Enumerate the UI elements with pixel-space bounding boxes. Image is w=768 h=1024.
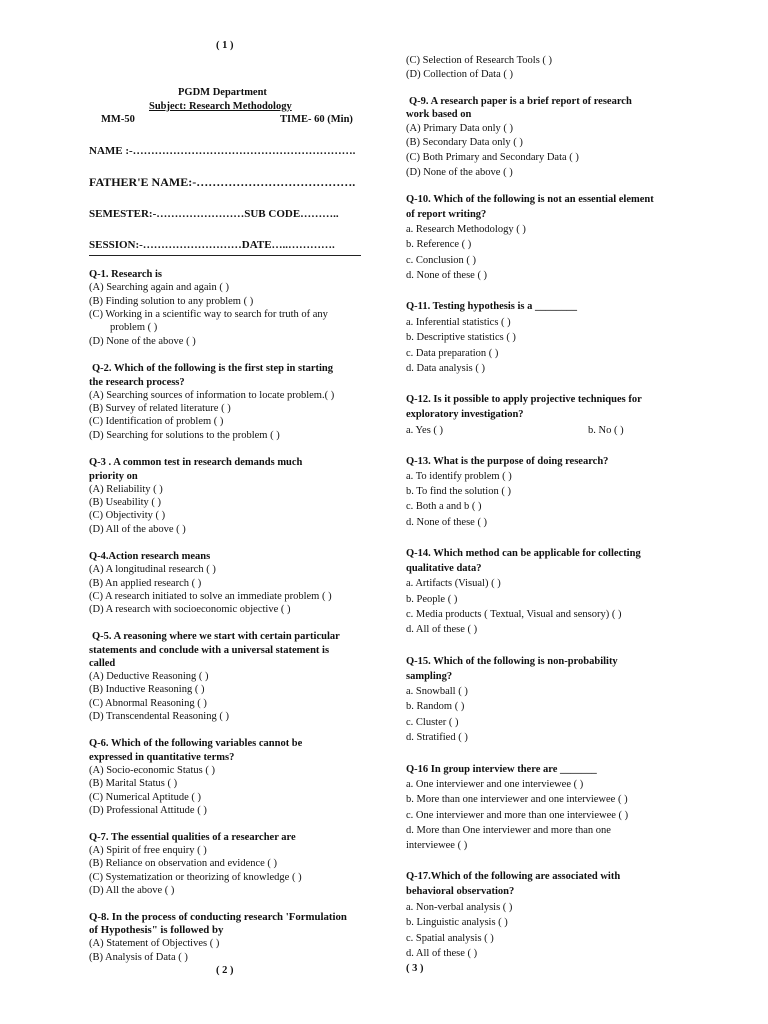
q6-title: expressed in quantitative terms? [89,752,235,763]
q16-option[interactable]: interviewee ( ) [406,840,468,851]
q4-option[interactable]: (D) A research with socioeconomic objective ( ) [89,604,291,615]
q17-title: Q-17.Which of the following are associated with [406,871,621,882]
q11-option[interactable]: b. Descriptive statistics ( ) [406,332,516,343]
q16-title: Q-16 In group interview there are _______ [406,764,597,775]
q10-option[interactable]: c. Conclusion ( ) [406,255,476,266]
q17-option[interactable]: b. Linguistic analysis ( ) [406,917,508,928]
q9-option[interactable]: (A) Primary Data only ( ) [406,123,514,134]
q7-title: Q-7. The essential qualities of a researcher are [89,832,296,843]
q13-option[interactable]: c. Both a and b ( ) [406,501,482,512]
q1-title: Q-1. Research is [89,269,163,280]
q5-title: statements and conclude with a universal statement is [89,645,330,656]
q10-option[interactable]: b. Reference ( ) [406,239,472,250]
q8-option[interactable]: (C) Selection of Research Tools ( ) [406,55,553,66]
q12-title: Q-12. Is it possible to apply projective techniques for [406,394,642,405]
q12-option-yes[interactable]: a. Yes ( ) [406,425,444,436]
q15-option[interactable]: c. Cluster ( ) [406,717,459,728]
q3-option[interactable]: (B) Useability ( ) [89,497,162,508]
q15-title: sampling? [406,671,453,682]
session-date-field[interactable]: SESSION:-………………………DATE…..…………. [89,239,335,251]
page-number-bottom-left: ( 2 ) [216,965,234,976]
q11-option[interactable]: d. Data analysis ( ) [406,363,486,374]
q15-option[interactable]: d. Stratified ( ) [406,732,468,743]
q4-title: Q-4.Action research means [89,551,211,562]
q4-option[interactable]: (A) A longitudinal research ( ) [89,564,216,575]
q13-option[interactable]: a. To identify problem ( ) [406,471,512,482]
q9-title: work based on [406,109,472,120]
q4-option[interactable]: (C) A research initiated to solve an immediate problem ( ) [89,591,332,602]
q9-option[interactable]: (C) Both Primary and Secondary Data ( ) [406,152,579,163]
page-number-bottom-right: ( 3 ) [406,963,424,974]
q3-option[interactable]: (D) All of the above ( ) [89,524,186,535]
q3-option[interactable]: (A) Reliability ( ) [89,484,163,495]
q12-title: exploratory investigation? [406,409,524,420]
q8-option[interactable]: (D) Collection of Data ( ) [406,69,514,80]
q5-title: called [89,658,116,669]
q2-title: the research process? [89,377,185,388]
page-number-top: ( 1 ) [216,40,234,51]
q14-title: Q-14. Which method can be applicable for collecting [406,548,641,559]
q3-title: priority on [89,471,138,482]
q13-option[interactable]: d. None of these ( ) [406,517,488,528]
q3-title: Q-3 . A common test in research demands much [89,457,303,468]
q6-option[interactable]: (A) Socio-economic Status ( ) [89,765,215,776]
q9-option[interactable]: (B) Secondary Data only ( ) [406,137,523,148]
q1-option[interactable]: (C) Working in a scientific way to search for truth of any [89,309,328,320]
q9-title: Q-9. A research paper is a brief report of research [409,96,632,107]
q16-option[interactable]: a. One interviewer and one interviewee ( ) [406,779,584,790]
q10-title: of report writing? [406,209,487,220]
q5-option[interactable]: (C) Abnormal Reasoning ( ) [89,698,207,709]
semester-subcode-field[interactable]: SEMESTER:-……………………SUB CODE……….. [89,208,339,220]
q2-option[interactable]: (C) Identification of problem ( ) [89,416,224,427]
father-name-field[interactable]: FATHER'E NAME:-…………………………………. [89,175,356,189]
q8-option[interactable]: (B) Analysis of Data ( ) [89,952,188,963]
q14-option[interactable]: d. All of these ( ) [406,624,478,635]
q11-option[interactable]: a. Inferential statistics ( ) [406,317,511,328]
q13-title: Q-13. What is the purpose of doing research? [406,456,609,467]
q5-title: Q-5. A reasoning where we start with certain particular [92,631,340,642]
q10-option[interactable]: a. Research Methodology ( ) [406,224,526,235]
q7-option[interactable]: (C) Systematization or theorizing of knowledge ( ) [89,872,302,883]
q8-title: Q-8. In the process of conducting research 'Formulation [89,911,347,923]
q9-option[interactable]: (D) None of the above ( ) [406,167,513,178]
q17-option[interactable]: a. Non-verbal analysis ( ) [406,902,513,913]
q14-title: qualitative data? [406,563,482,574]
q14-option[interactable]: b. People ( ) [406,594,458,605]
q15-option[interactable]: b. Random ( ) [406,701,465,712]
max-marks: MM-50 [101,114,135,125]
q15-title: Q-15. Which of the following is non-probability [406,656,618,667]
q16-option[interactable]: b. More than one interviewer and one interviewee ( ) [406,794,628,805]
q1-option[interactable]: (D) None of the above ( ) [89,336,196,347]
q3-option[interactable]: (C) Objectivity ( ) [89,510,166,521]
q14-option[interactable]: a. Artifacts (Visual) ( ) [406,578,501,589]
q2-title: Q-2. Which of the following is the first step in starting [92,363,334,374]
q1-option[interactable]: problem ( ) [110,322,158,333]
q16-option[interactable]: d. More than One interviewer and more than one [406,825,611,836]
q6-option[interactable]: (D) Professional Attitude ( ) [89,805,207,816]
q13-option[interactable]: b. To find the solution ( ) [406,486,511,497]
name-field[interactable]: NAME :-……………………………………………………. [89,145,356,157]
q10-option[interactable]: d. None of these ( ) [406,270,488,281]
q6-option[interactable]: (B) Marital Status ( ) [89,778,178,789]
q5-option[interactable]: (D) Transcendental Reasoning ( ) [89,711,229,722]
q7-option[interactable]: (A) Spirit of free enquiry ( ) [89,845,207,856]
q15-option[interactable]: a. Snowball ( ) [406,686,468,697]
q11-title: Q-11. Testing hypothesis is a ________ [406,301,577,312]
q6-title: Q-6. Which of the following variables cannot be [89,738,303,749]
q1-option[interactable]: (B) Finding solution to any problem ( ) [89,296,254,307]
department-title: PGDM Department [178,87,267,98]
q14-option[interactable]: c. Media products ( Textual, Visual and sensory) ( ) [406,609,622,620]
q6-option[interactable]: (C) Numerical Aptitude ( ) [89,792,201,803]
q17-option[interactable]: d. All of these ( ) [406,948,478,959]
q7-option[interactable]: (B) Reliance on observation and evidence ( ) [89,858,278,869]
time-limit: TIME- 60 (Min) [280,114,353,125]
q4-option[interactable]: (B) An applied research ( ) [89,578,202,589]
q17-option[interactable]: c. Spatial analysis ( ) [406,933,494,944]
q17-title: behavioral observation? [406,886,515,897]
q1-option[interactable]: (A) Searching again and again ( ) [89,282,229,293]
subject-title: Subject: Research Methodology [149,101,292,112]
q5-option[interactable]: (A) Deductive Reasoning ( ) [89,671,209,682]
q12-option-no[interactable]: b. No ( ) [588,425,624,436]
q5-option[interactable]: (B) Inductive Reasoning ( ) [89,684,205,695]
q2-option[interactable]: (A) Searching sources of information to locate problem.( ) [89,390,335,401]
q10-title: Q-10. Which of the following is not an essential element [406,194,654,205]
header-divider [89,255,361,256]
q16-option[interactable]: c. One interviewer and more than one interviewee ( ) [406,810,629,821]
q2-option[interactable]: (D) Searching for solutions to the problem ( ) [89,430,280,441]
q7-option[interactable]: (D) All the above ( ) [89,885,175,896]
q2-option[interactable]: (B) Survey of related literature ( ) [89,403,231,414]
q11-option[interactable]: c. Data preparation ( ) [406,348,499,359]
q8-option[interactable]: (A) Statement of Objectives ( ) [89,938,220,949]
q8-title: of Hypothesis" is followed by [89,924,224,936]
